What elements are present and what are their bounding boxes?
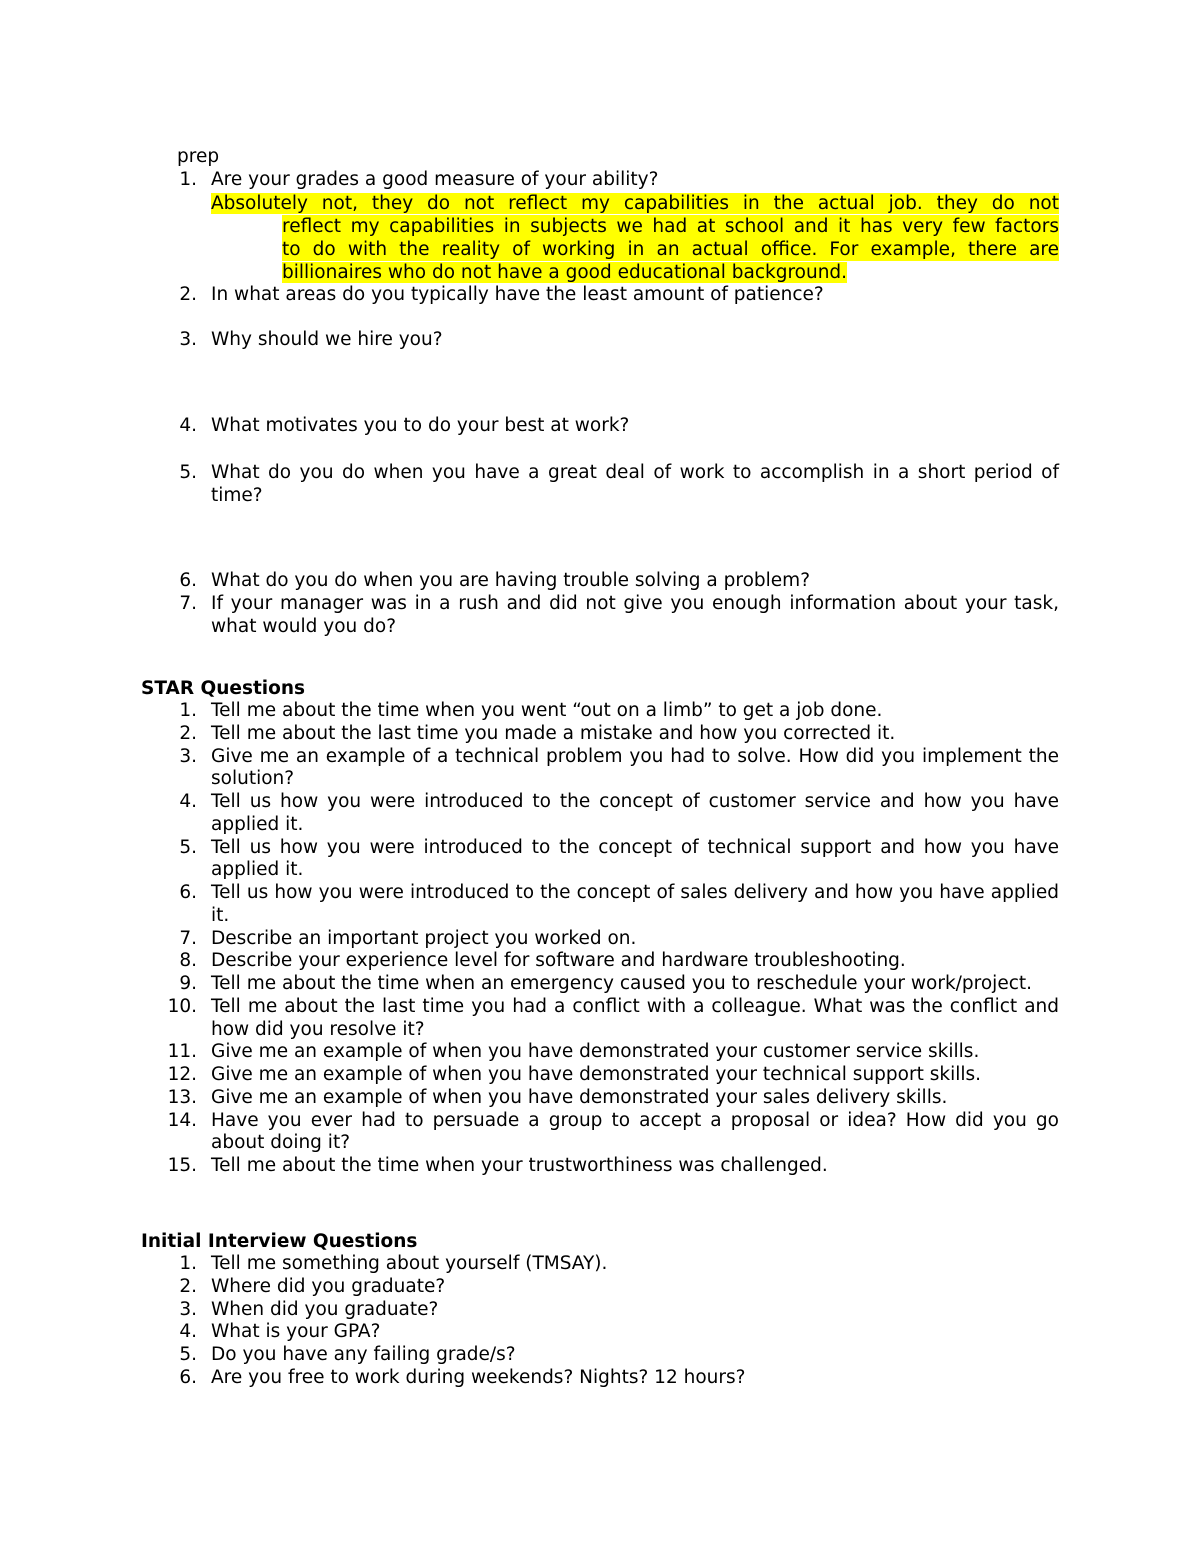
list-item [141, 700, 1059, 723]
answer-line: billionaires who do not have a good educational background. [282, 262, 848, 283]
item-number: 3. [179, 745, 197, 767]
item-text: Tell me something about yourself (TMSAY). [211, 1253, 608, 1274]
answer-line: Absolutely not, they do not reflect my capabilities in the actual job. they do not [211, 193, 1059, 214]
list-item [141, 882, 1059, 928]
item-number: 11. [167, 1041, 197, 1063]
list-item [141, 284, 1059, 307]
item-text: Describe an important project you worked on. [211, 927, 637, 949]
list-item [141, 950, 1059, 973]
initial-section-title: Initial Interview Questions [141, 1231, 418, 1252]
prep-question-list [141, 169, 1059, 192]
prep-label: prep [177, 146, 220, 167]
item-text: When did you graduate? [211, 1298, 439, 1320]
item-number: 3. [179, 1298, 197, 1320]
prep-question-2 [141, 284, 1059, 307]
item-text: Tell us how you were introduced to the concept of customer service and how you have applied it. [211, 791, 1059, 835]
item-number: 6. [179, 882, 197, 903]
item-number: 5. [179, 1344, 197, 1365]
item-number: 8. [179, 950, 197, 972]
item-text: If your manager was in a rush and did not give you enough information about your task, what would you do? [211, 592, 1059, 637]
item-text: Give me an example of a technical problem you had to solve. How did you implement the solution? [211, 745, 1059, 790]
item-number: 7. [179, 592, 197, 614]
item-number: 7. [179, 927, 197, 949]
list-item [141, 1041, 1059, 1064]
star-section-title: STAR Questions [141, 678, 306, 699]
list-item [141, 791, 1059, 837]
list-item [141, 462, 1059, 508]
list-item [141, 1253, 1059, 1276]
list-item [141, 415, 1059, 438]
list-item [141, 723, 1059, 746]
list-item [141, 1321, 1059, 1344]
item-text: Tell me about the time when an emergency caused you to reschedule your work/project. [211, 973, 1033, 994]
item-text: Give me an example of when you have demonstrated your sales delivery skills. [211, 1086, 948, 1108]
item-number: 14. [167, 1109, 197, 1131]
item-text: Give me an example of when you have demonstrated your technical support skills. [211, 1064, 982, 1085]
item-text: Give me an example of when you have demonstrated your customer service skills. [211, 1041, 980, 1063]
item-text: Tell me about the time when your trustworthiness was challenged. [211, 1155, 828, 1176]
item-number: 9. [179, 973, 197, 994]
item-number: 2. [179, 284, 197, 305]
item-text: Tell me about the last time you made a mistake and how you corrected it. [211, 722, 896, 744]
item-number: 3. [179, 329, 197, 350]
item-number: 13. [167, 1086, 197, 1108]
item-number: 2. [179, 722, 197, 744]
item-text: Tell us how you were introduced to the concept of technical support and how you have applied it. [211, 836, 1059, 881]
answer-highlight-block [211, 192, 1059, 215]
list-item [141, 1276, 1059, 1299]
item-text: What do you do when you are having trouble solving a problem? [211, 570, 811, 591]
item-number: 2. [179, 1275, 197, 1297]
item-number: 1. [179, 700, 197, 721]
item-text: In what areas do you typically have the least amount of patience? [211, 284, 824, 305]
item-text: Do you have any failing grade/s? [211, 1344, 516, 1365]
item-number: 5. [179, 462, 197, 483]
item-number: 6. [179, 570, 197, 591]
item-number: 4. [179, 791, 197, 812]
list-item [141, 169, 1059, 192]
item-number: 15. [167, 1155, 197, 1176]
list-item [141, 1087, 1059, 1110]
item-number: 6. [179, 1366, 197, 1388]
item-text: What do you do when you have a great deal of work to accomplish in a short period of time? [211, 462, 1059, 506]
prep-question-3 [141, 329, 1059, 352]
item-number: 1. [179, 169, 197, 190]
item-number: 10. [167, 995, 197, 1017]
list-item [141, 570, 1059, 593]
item-text: Tell us how you were introduced to the concept of sales delivery and how you have applied it. [211, 882, 1059, 926]
initial-question-list [141, 1253, 1059, 1390]
item-text: Are you free to work during weekends? Nights? 12 hours? [211, 1366, 746, 1388]
item-text: Are your grades a good measure of your ability? [211, 169, 659, 190]
list-item [141, 1367, 1059, 1390]
answer-highlight-block-cont [282, 215, 1059, 284]
item-number: 4. [179, 1321, 197, 1343]
prep-question-5 [141, 462, 1059, 508]
item-text: Tell me about the time when you went “out on a limb” to get a job done. [211, 700, 883, 721]
item-text: Where did you graduate? [211, 1275, 446, 1297]
list-item [141, 928, 1059, 951]
list-item [141, 973, 1059, 996]
list-item [141, 746, 1059, 792]
answer-line: reflect my capabilities in subjects we had at school and it has very few factors [282, 216, 1059, 237]
list-item [141, 1064, 1059, 1087]
item-text: What is your GPA? [211, 1321, 381, 1343]
star-question-list [141, 700, 1059, 1178]
item-number: 12. [167, 1064, 197, 1085]
answer-line: to do with the reality of working in an actual office. For example, there are [282, 239, 1059, 260]
item-number: 1. [179, 1253, 197, 1274]
list-item [141, 593, 1059, 639]
list-item [141, 329, 1059, 352]
item-text: Tell me about the last time you had a conflict with a colleague. What was the conflict and how did you resolve it? [211, 995, 1059, 1040]
list-item [141, 1110, 1059, 1156]
list-item [141, 1299, 1059, 1322]
item-number: 4. [179, 415, 197, 436]
item-text: Why should we hire you? [211, 329, 443, 350]
list-item [141, 996, 1059, 1042]
list-item [141, 837, 1059, 883]
item-text: What motivates you to do your best at work? [211, 415, 630, 436]
item-text: Have you ever had to persuade a group to accept a proposal or idea? How did you go about doing it? [211, 1109, 1059, 1154]
prep-question-4 [141, 415, 1059, 438]
prep-question-6-7 [141, 570, 1059, 638]
list-item [141, 1155, 1059, 1178]
list-item [141, 1344, 1059, 1367]
item-text: Describe your experience level for software and hardware troubleshooting. [211, 950, 906, 972]
item-number: 5. [179, 836, 197, 858]
